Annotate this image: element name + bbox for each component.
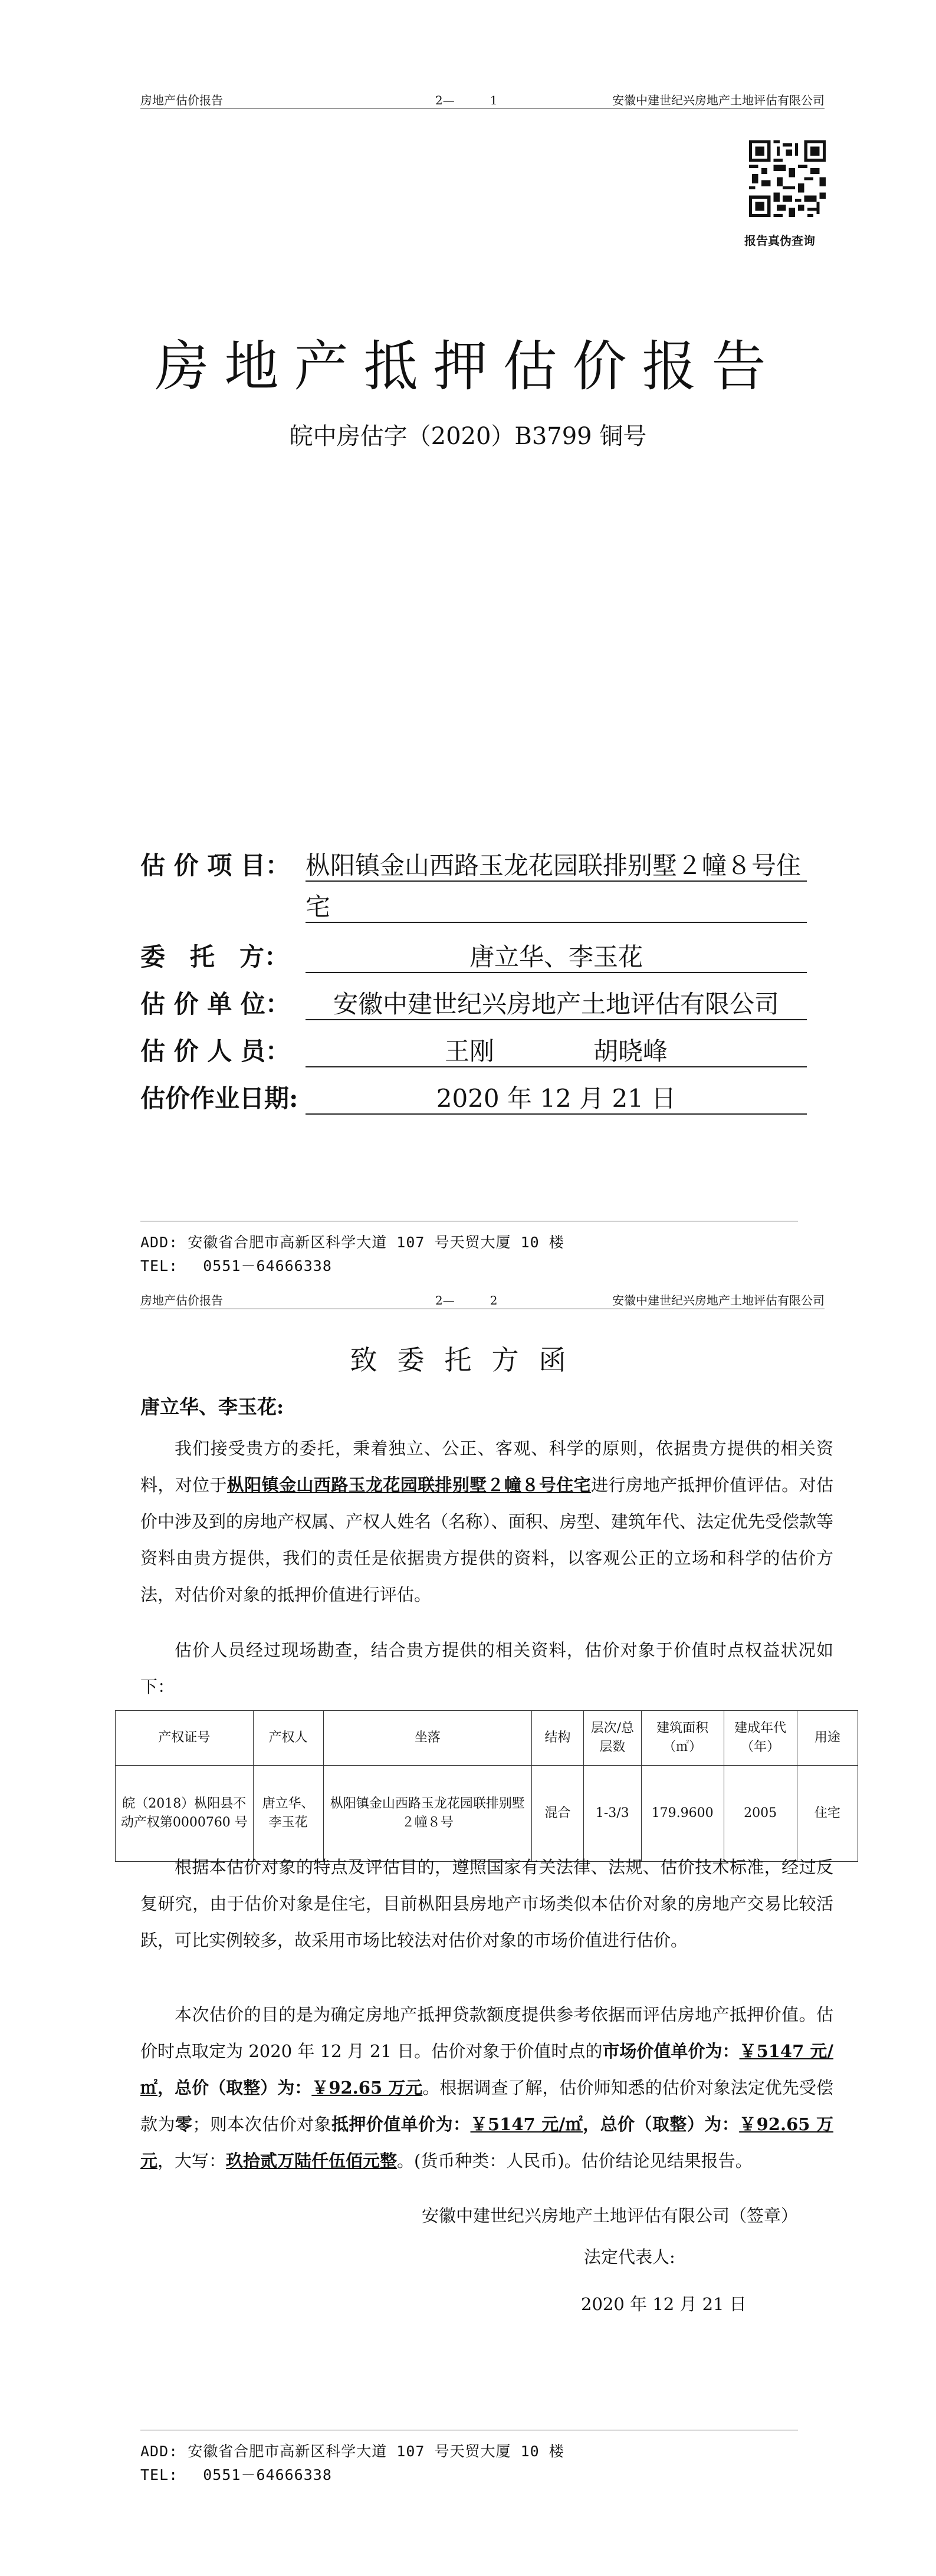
market-unit-label: 市场价值单价为： [602, 2041, 740, 2061]
header-company: 安徽中建世纪兴房地产土地评估有限公司 [612, 1293, 825, 1307]
table-header-row [116, 1711, 858, 1766]
header-page-number: 2— 1 [435, 93, 498, 107]
para4-text-o: 。(货币种类：人民币)。估价结论见结果报告。 [397, 2151, 753, 2171]
paragraph-2: 估价人员经过现场勘查，结合贵方提供的相关资料，估价对象于价值时点权益状况如下： [140, 1640, 833, 1697]
footer-phone: TEL: 0551－64666338 [140, 1257, 332, 1274]
footer-address: ADD: 安徽省合肥市高新区科学大道 107 号天贸大厦 10 楼 [140, 2443, 564, 2460]
staff-value: 王刚 胡晓峰 [306, 1032, 807, 1067]
para4-text-a: 本次估价的目的是为确定房地产抵押贷款额度提供参考依据而评估房地产抵押价值。估价时点取定为 2020 年 12 月 21 日。估价对象于价值时点的 [140, 2005, 833, 2061]
org-label: 估 价 单 位： [140, 990, 290, 1018]
mortgage-unit-price: ￥5147 元/㎡ [470, 2114, 583, 2134]
org-value: 安徽中建世纪兴房地产土地评估有限公司 [306, 985, 807, 1020]
signature-representative: 法定代表人: [584, 2247, 675, 2267]
th-floors: 层次/总层数 [583, 1711, 641, 1766]
para4-text-f: 。根据调查了解，估价师知悉的估价对象法定优先受偿款为 [140, 2078, 833, 2134]
cell-area: 179.9600 [641, 1766, 724, 1862]
para1-text-a: 我们接受贵方的委托，秉着独立、公正、客观、科学的原则，依据贵方提供的相关资料，对位于 [140, 1438, 833, 1495]
letter-title: 致委托方函 [350, 1344, 586, 1376]
header-left: 房地产估价报告 [140, 1293, 223, 1307]
signature-date: 2020 年 12 月 21 日 [581, 2294, 747, 2314]
mortgage-total-label: ，总价（取整）为： [583, 2114, 740, 2134]
signature-company: 安徽中建世纪兴房地产土地评估有限公司（签章） [422, 2206, 799, 2226]
salutation: 唐立华、李玉花: [140, 1395, 284, 1418]
project-value-line1: 枞阳镇金山西路玉龙花园联排别墅２幢８号住 [306, 846, 807, 882]
market-total-label: ，总价（取整）为： [157, 2078, 312, 2098]
header-company: 安徽中建世纪兴房地产土地评估有限公司 [612, 93, 825, 107]
header-page-number: 2— 2 [435, 1293, 498, 1307]
priority-claim-value: 零 [175, 2114, 193, 2134]
table-row [116, 1766, 858, 1862]
market-unit-price: ￥5147 元/㎡ [140, 2041, 834, 2098]
paragraph-3: 根据本估价对象的特点及评估目的，遵照国家有关法律、法规、估价技术标准，经过反复研究，由于估价对象是住宅，目前枞阳县房地产市场类似本估价对象的房地产交易比较活跃，可比实例较多，故采用市场比较法对估价对象的市场价值进行估价。 [140, 1857, 833, 1950]
page-header [140, 88, 825, 109]
client-label: 委 托 方： [140, 942, 290, 971]
th-usage: 用途 [797, 1711, 858, 1766]
para1-text-c: 进行房地产抵押价值评估。对估价中涉及到的房地产权属、产权人姓名（名称）、面积、房型、建筑年代、法定优先受偿款等资料由贵方提供，我们的责任是依据贵方提供的资料，以客观公正的立场和科学的估价方法，对估价对象的抵押价值进行评估。 [140, 1475, 833, 1605]
cell-year: 2005 [724, 1766, 797, 1862]
th-owner: 产权人 [253, 1711, 323, 1766]
project-value-line2: 宅 [306, 888, 807, 923]
date-value: 2020 年 12 月 21 日 [306, 1079, 807, 1115]
qr-code-icon[interactable] [749, 140, 826, 217]
paragraph-1 [140, 1430, 833, 1613]
project-label: 估 价 项 目： [140, 851, 290, 880]
th-location: 坐落 [323, 1711, 532, 1766]
mortgage-total-price: ￥92.65 万元 [140, 2114, 833, 2171]
th-structure: 结构 [532, 1711, 584, 1766]
page-footer [140, 2430, 825, 2487]
mortgage-unit-label: 抵押价值单价为： [331, 2114, 471, 2134]
footer-address: ADD: 安徽省合肥市高新区科学大道 107 号天贸大厦 10 楼 [140, 1234, 564, 1251]
cell-usage: 住宅 [797, 1766, 858, 1862]
letter-page [0, 1289, 936, 2576]
footer-phone: TEL: 0551－64666338 [140, 2466, 332, 2483]
report-title: 房地产抵押估价报告 [155, 335, 781, 398]
staff-label: 估 价 人 员： [140, 1037, 290, 1066]
date-label: 估价作业日期: [140, 1084, 298, 1113]
th-cert-no: 产权证号 [116, 1711, 254, 1766]
cell-floors: 1-3/3 [583, 1766, 641, 1862]
cell-owner: 唐立华、李玉花 [253, 1766, 323, 1862]
total-in-words: 玖拾贰万陆仟伍佰元整 [226, 2151, 398, 2171]
paragraph-4 [140, 1996, 833, 2179]
para4-text-h: ；则本次估价对象 [192, 2114, 331, 2134]
header-left: 房地产估价报告 [140, 93, 223, 107]
qr-caption: 报告真伪查询 [744, 234, 815, 248]
page-header [140, 1289, 825, 1309]
document-number: 皖中房估字（2020）B3799 铜号 [289, 423, 647, 450]
cell-cert-no: 皖（2018）枞阳县不动产权第0000760 号 [116, 1766, 254, 1862]
th-area: 建筑面积（㎡） [641, 1711, 724, 1766]
page-footer [140, 1221, 825, 1278]
cell-structure: 混合 [532, 1766, 584, 1862]
market-total-price: ￥92.65 万元 [311, 2078, 423, 2098]
client-value: 唐立华、李玉花 [306, 938, 807, 973]
property-address: 枞阳镇金山西路玉龙花园联排别墅２幢８号住宅 [226, 1475, 591, 1495]
para4-text-m: ，大写： [157, 2151, 226, 2171]
th-year: 建成年代（年） [724, 1711, 797, 1766]
property-rights-table [115, 1710, 858, 1862]
cell-location: 枞阳镇金山西路玉龙花园联排别墅２幢８号 [323, 1766, 532, 1862]
